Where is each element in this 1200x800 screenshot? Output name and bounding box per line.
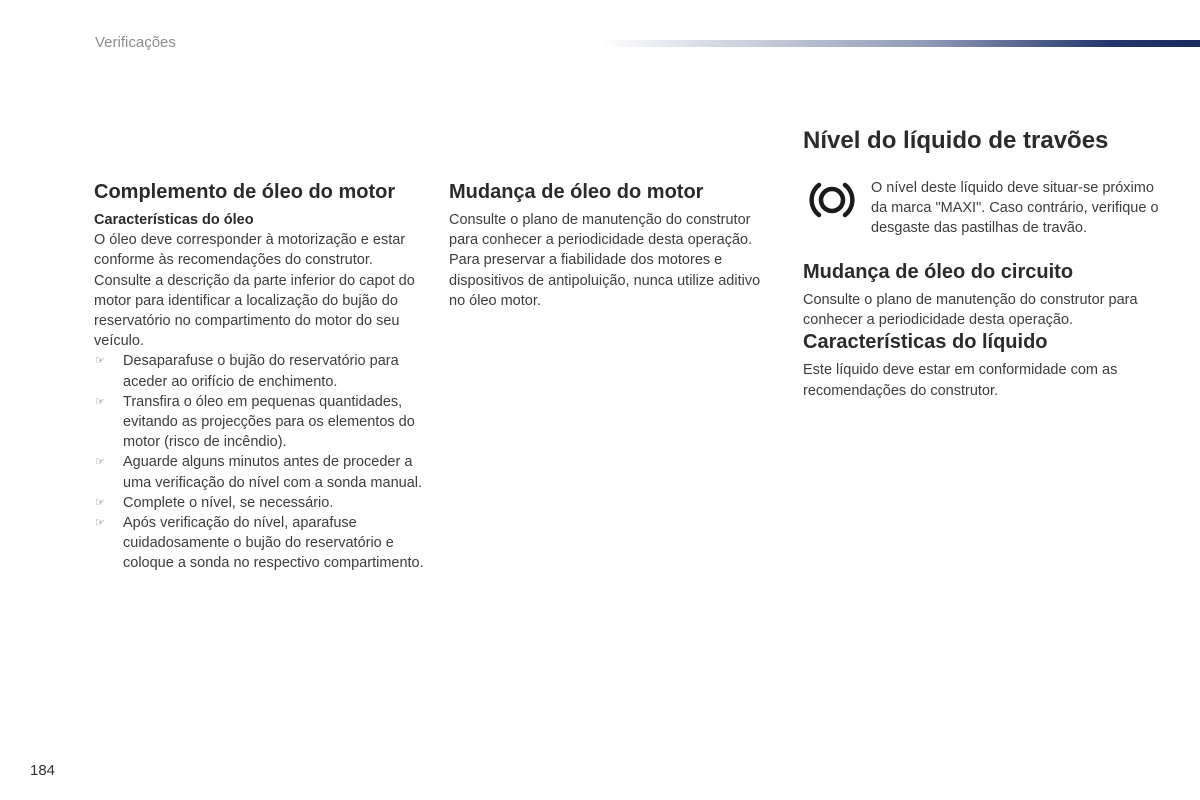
pointing-hand-icon: ☞ [95,496,105,509]
column-brake-fluid [803,126,1163,401]
page-number: 184 [30,762,56,779]
list-item: ☞ Aguarde alguns minutos antes de proceder a uma verificação do nível com a sonda manual. [95,454,423,491]
pointing-hand-icon: ☞ [95,395,105,408]
liquid-characteristics-text: Este líquido deve estar em conformidade com as recomendações do construtor. [803,362,1118,399]
list-item: ☞ Desaparafuse o bujão do reservatório para aceder ao orifício de enchimento. [95,353,399,390]
list-item: ☞ Complete o nível, se necessário. [94,493,424,513]
list-item: ☞ Transfira o óleo em pequenas quantidades, evitando as projecções para os elementos do motor (risco de incêndio). [95,393,415,451]
oil-topup-heading: Complemento de óleo do motor [94,181,396,203]
oil-topup-steps [94,351,424,573]
oil-change-text: Consulte o plano de manutenção do construtor para conhecer a periodicidade desta operação. Para preservar a fiabilidade dos motores e dispositivos de antipoluição, nunca utilize aditivo no óleo motor. [449,212,761,309]
pointing-hand-icon: ☞ [95,456,105,469]
oil-change-heading: Mudança de óleo do motor [449,181,704,203]
brake-fluid-level-text: O nível deste líquido deve situar-se próximo da marca "MAXI". Caso contrário, verifique o desgaste das pastilhas de travão. [871,180,1159,237]
pointing-hand-icon: ☞ [95,517,105,530]
oil-characteristics-text: O óleo deve corresponder à motorização e estar conforme às recomendações do construtor. [94,232,406,269]
column-oil-change [449,180,779,311]
column-oil-topup [94,180,424,574]
oil-cap-location-text: Consulte a descrição da parte inferior do capot do motor para identificar a localização do bujão do reservatório no compartimento do motor do seu veículo. [94,272,415,350]
list-item: ☞ Após verificação do nível, aparafuse cuidadosamente o bujão do reservatório e coloque a sonda no respectivo compartimento. [95,515,424,572]
brake-fluid-note [803,178,1163,260]
liquid-characteristics-heading: Características do líquido [803,331,1048,354]
brake-fluid-heading: Nível do líquido de travões [803,127,1109,154]
brake-warning-icon [809,180,855,220]
header-gradient-bar [600,40,1200,47]
circuit-oil-change-text: Consulte o plano de manutenção do construtor para conhecer a periodicidade desta operação. [803,292,1138,329]
circuit-oil-change-heading: Mudança de óleo do circuito [803,261,1074,283]
oil-characteristics-subheading: Características do óleo [94,212,254,228]
pointing-hand-icon: ☞ [95,355,105,368]
section-title: Verificações [95,34,176,51]
